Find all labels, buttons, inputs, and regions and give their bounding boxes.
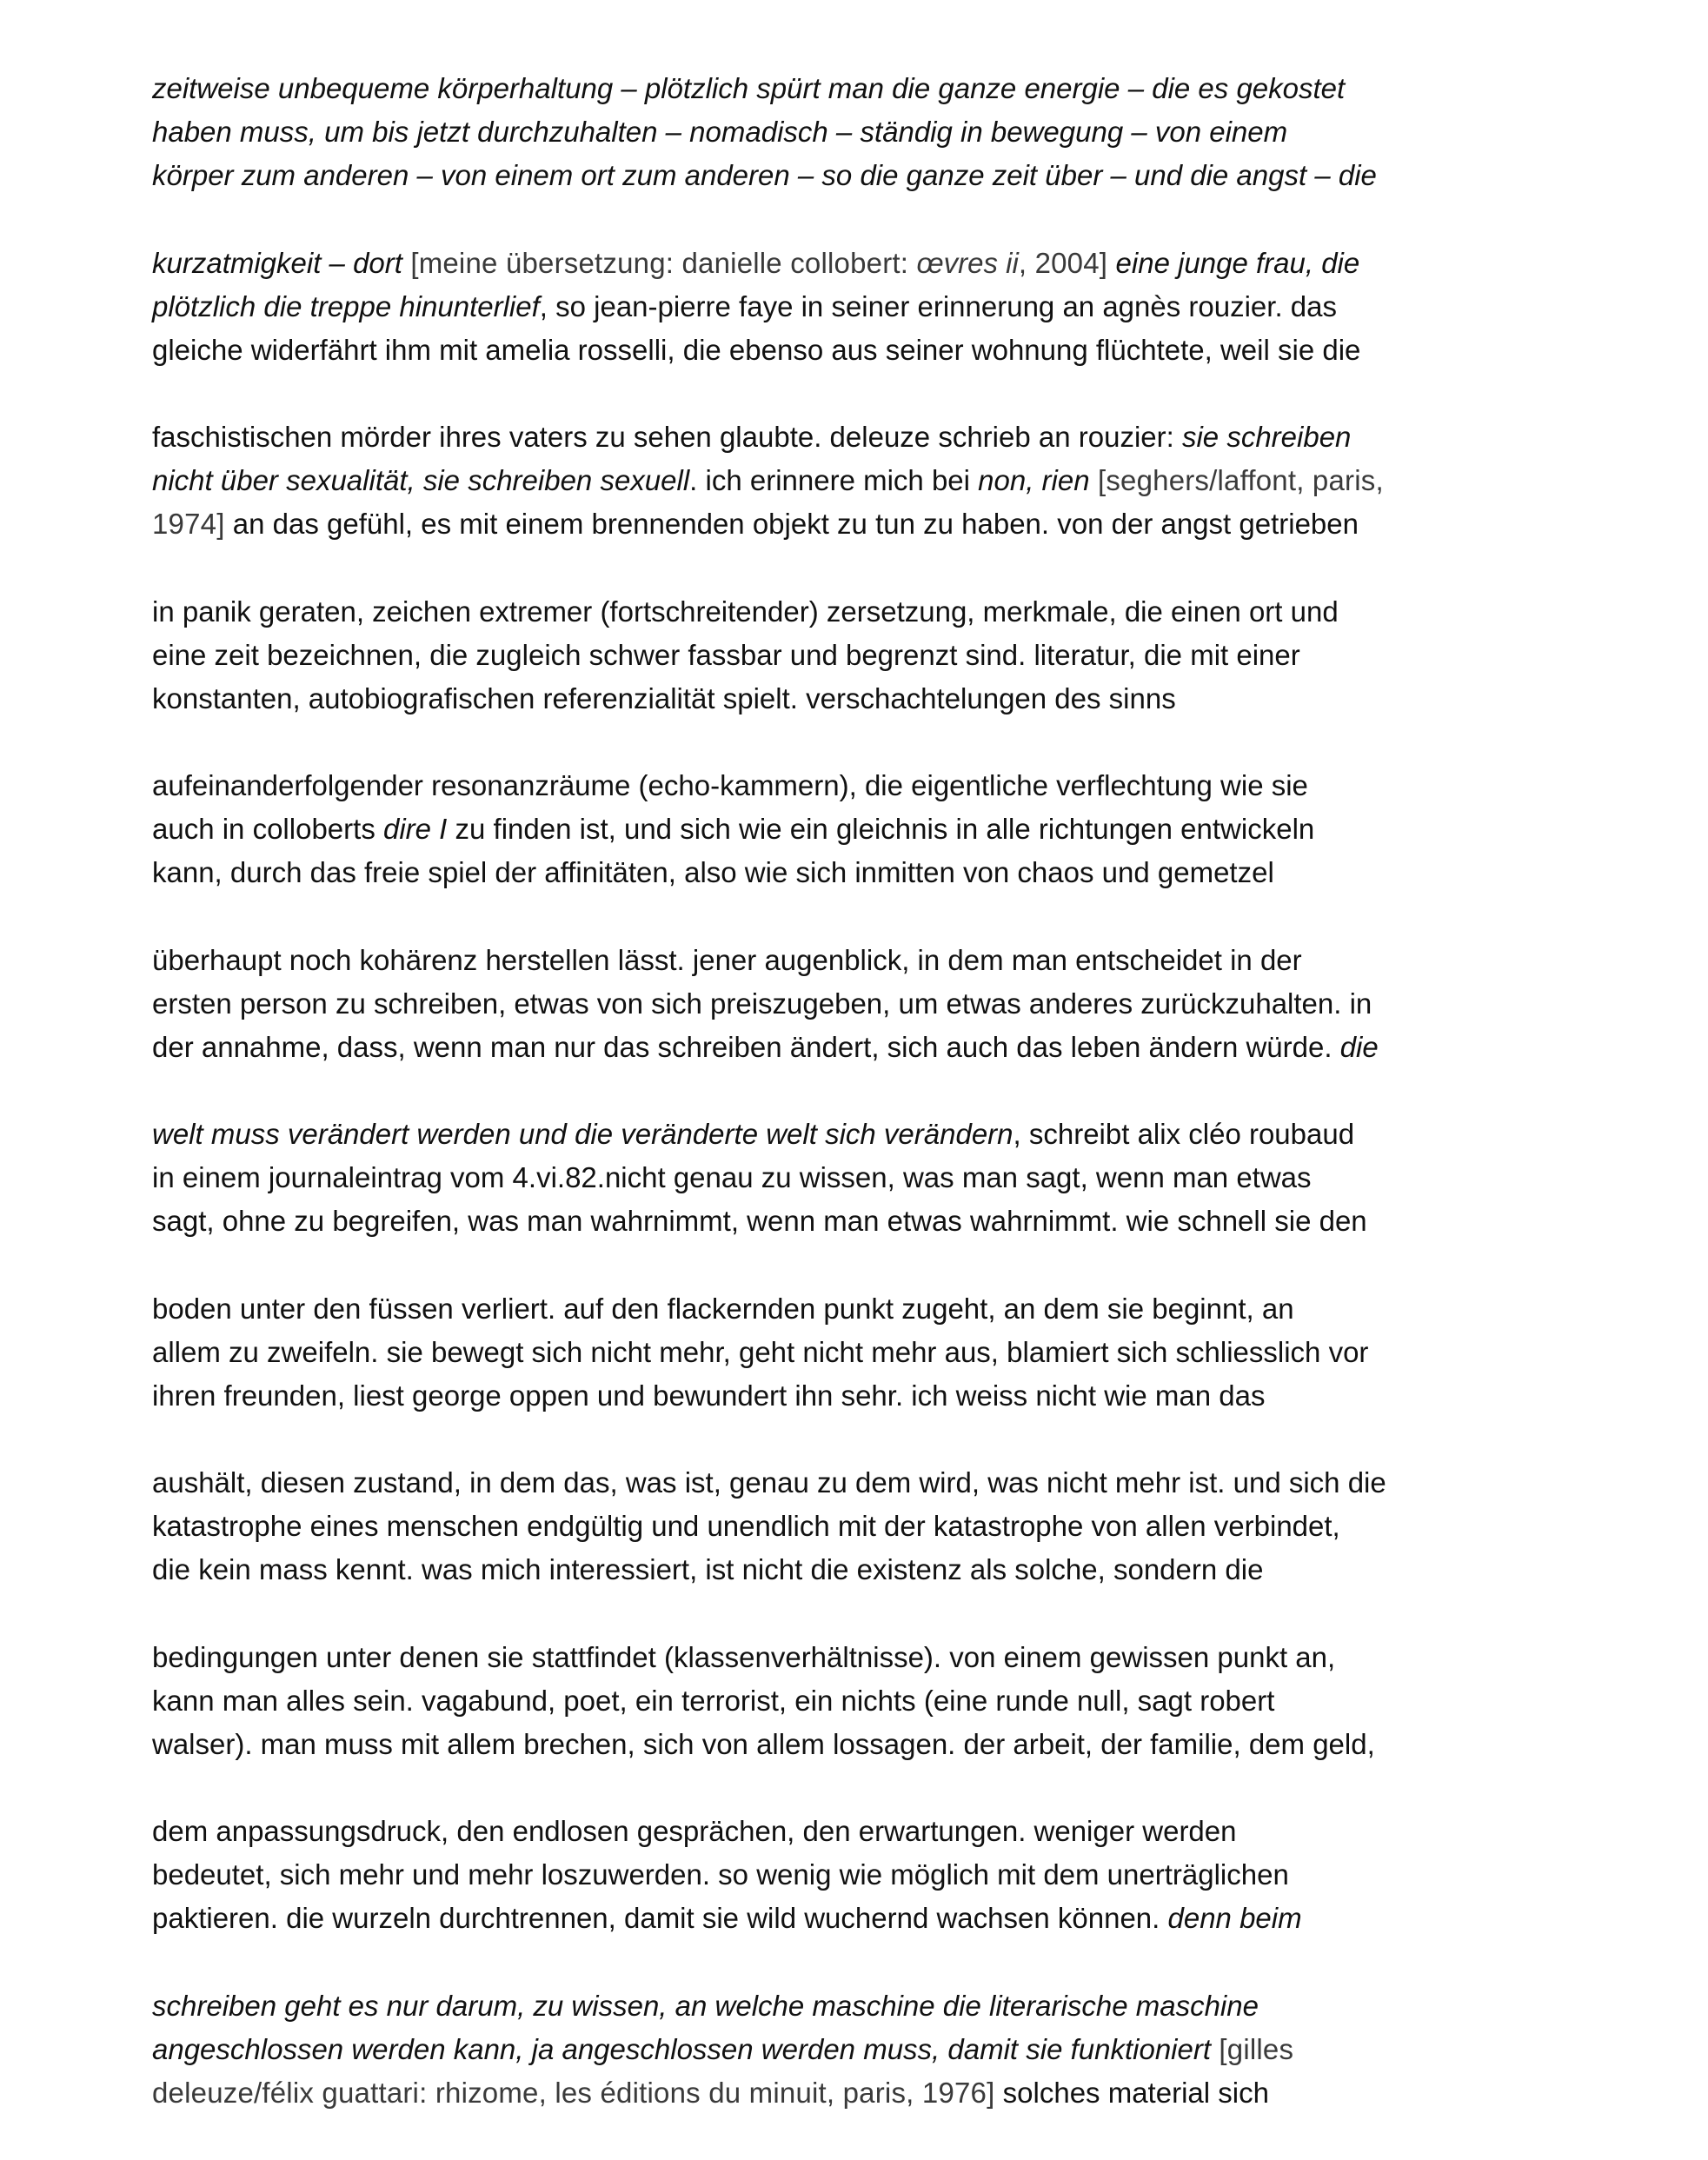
text-line [152,285,1337,329]
citation-text: , 2004] [1018,246,1116,279]
text-line [152,502,1359,546]
italic-text: zeitweise unbequeme körperhaltung – plötzlich spürt man die ganze energie – die es gekostet [152,72,1346,104]
text-line [152,1200,1367,1243]
text-line [152,242,1359,285]
body-text: in panik geraten, zeichen extremer (fortschreitender) zersetzung, merkmale, die einen ort und [152,595,1339,628]
text-line [152,1505,1340,1548]
citation-text: [meine übersetzung: danielle collobert: [402,246,917,279]
body-text: . ich erinnere mich bei [689,464,979,496]
text-line [152,982,1372,1026]
body-text: ihren freunden, liest george oppen und bewundert ihn sehr. ich weiss nicht wie man das [152,1379,1266,1412]
body-text: die kein mass kennt. was mich interessiert, ist nicht die existenz als solche, sondern die [152,1553,1264,1585]
body-text: kann man alles sein. vagabund, poet, ein terrorist, ein nichts (eine runde null, sagt robert [152,1684,1275,1717]
body-text: paktieren. die wurzeln durchtrennen, damit sie wild wuchernd wachsen können. [152,1902,1168,1934]
citation-text: 1974] [152,508,225,540]
italic-text: sie schreiben [1181,421,1352,453]
body-text: katastrophe eines menschen endgültig und unendlich mit der katastrophe von allen verbindet, [152,1510,1340,1542]
text-line [152,1897,1302,1940]
italic-text: nicht über sexualität, sie schreiben sexuell [152,464,690,496]
italic-text: dire I [382,813,448,845]
italic-text: plötzlich die treppe hinunterlief [152,289,540,322]
body-text: sagt, ohne zu begreifen, was man wahrnimmt, wenn man etwas wahrnimmt. wie schnell sie den [152,1205,1367,1237]
italic-text: haben muss, um bis jetzt durchzuhalten – nomadisch – ständig in bewegung – von einem [152,116,1288,148]
citation-text: [seghers/laffont, paris, [1089,464,1384,496]
text-line [152,1679,1274,1723]
body-text: walser). man muss mit allem brechen, sich von allem lossagen. der arbeit, der familie, dem geld, [152,1727,1375,1760]
text-line [152,851,1274,894]
body-text: konstanten, autobiografischen referenzialität spielt. verschachtelungen des sinns [152,681,1176,714]
text-line [152,459,1384,502]
body-text: bedeutet, sich mehr und mehr loszuwerden. so wenig wie möglich mit dem unerträglichen [152,1858,1289,1891]
body-text: gleiche widerfährt ihm mit amelia rosselli, die ebenso aus seiner wohnung flüchtete, weil sie die [152,333,1361,366]
text-line [152,2071,1269,2115]
body-text: solches material sich [994,2076,1269,2109]
text-line [152,1548,1263,1592]
body-text: an das gefühl, es mit einem brennenden objekt zu tun zu haben. von der angst getrieben [224,508,1359,540]
text-line [152,1026,1379,1069]
body-text: , so jean-pierre faye in seiner erinnerung an agnès rouzier. das [539,289,1337,322]
text-line [152,154,1377,197]
body-text: der annahme, dass, wenn man nur das schreiben ändert, sich auch das leben ändern würde. [152,1030,1340,1063]
italic-text: schreiben geht es nur darum, zu wissen, an welche maschine die literarische maschine [152,1989,1259,2022]
body-text: eine zeit bezeichnen, die zugleich schwer fassbar und begrenzt sind. literatur, die mit einer [152,638,1300,671]
italic-text: angeschlossen werden kann, ja angeschlossen werden muss, damit sie funktioniert [152,2032,1212,2065]
text-line [152,1461,1386,1505]
text-line [152,1810,1237,1853]
text-line [152,634,1300,677]
text-line [152,2028,1293,2071]
text-line [152,677,1176,721]
text-line [152,415,1351,459]
text-line [152,764,1308,808]
body-text: auch in colloberts [152,813,383,845]
text-line [152,590,1339,634]
body-text: zu finden ist, und sich wie ein gleichnis in alle richtungen entwickeln [447,813,1315,845]
text-line [152,329,1360,372]
italic-text: non, rien [978,464,1090,496]
citation-text: œvres ii [916,246,1019,279]
text-line [152,1113,1354,1156]
body-text: dem anpassungsdruck, den endlosen gesprächen, den erwartungen. weniger werden [152,1815,1237,1847]
body-text: faschistischen mörder ihres vaters zu sehen glaubte. deleuze schrieb an rouzier: [152,421,1182,453]
text-line [152,1984,1259,2028]
text-line [152,1331,1368,1374]
italic-text: kurzatmigkeit – dort [152,246,402,279]
body-text: , schreibt alix cléo roubaud [1013,1118,1355,1150]
text-line [152,1853,1289,1897]
body-text: allem zu zweifeln. sie bewegt sich nicht mehr, geht nicht mehr aus, blamiert sich schliesslich vor [152,1335,1369,1368]
italic-text: körper zum anderen – von einem ort zum anderen – so die ganze zeit über – und die angst – die [152,159,1377,191]
body-text: bedingungen unter denen sie stattfindet (klassenverhältnisse). von einem gewissen punkt an, [152,1640,1336,1673]
italic-text: die [1339,1030,1379,1063]
italic-text: denn beim [1167,1902,1302,1934]
body-text: boden unter den füssen verliert. auf den flackernden punkt zugeht, an dem sie beginnt, an [152,1292,1294,1325]
text-line [152,1156,1312,1200]
text-line [152,110,1287,154]
citation-text: [gilles [1211,2032,1294,2065]
text-line [152,67,1345,110]
italic-text: welt muss verändert werden und die veränderte welt sich verändern [152,1118,1014,1150]
body-text: aufeinanderfolgender resonanzräume (echo-kammern), die eigentliche verflechtung wie sie [152,769,1308,801]
body-text: ersten person zu schreiben, etwas von sich preiszugeben, um etwas anderes zurückzuhalten. in [152,987,1372,1020]
text-line [152,808,1314,851]
text-line [152,1287,1294,1331]
text-line [152,1636,1335,1679]
body-text: in einem journaleintrag vom 4.vi.82.nicht genau zu wissen, was man sagt, wenn man etwas [152,1161,1312,1193]
citation-text: deleuze/félix guattari: rhizome, les éditions du minuit, paris, 1976] [152,2076,995,2109]
body-text: kann, durch das freie spiel der affinitäten, also wie sich inmitten von chaos und gemetzel [152,856,1274,888]
text-line [152,1723,1375,1766]
italic-text: eine junge frau, die [1115,246,1360,279]
body-text: aushält, diesen zustand, in dem das, was ist, genau zu dem wird, was nicht mehr ist. und sich die [152,1466,1386,1499]
text-line [152,1374,1265,1418]
body-text: überhaupt noch kohärenz herstellen lässt. jener augenblick, in dem man entscheidet in der [152,943,1302,976]
text-line [152,939,1302,982]
